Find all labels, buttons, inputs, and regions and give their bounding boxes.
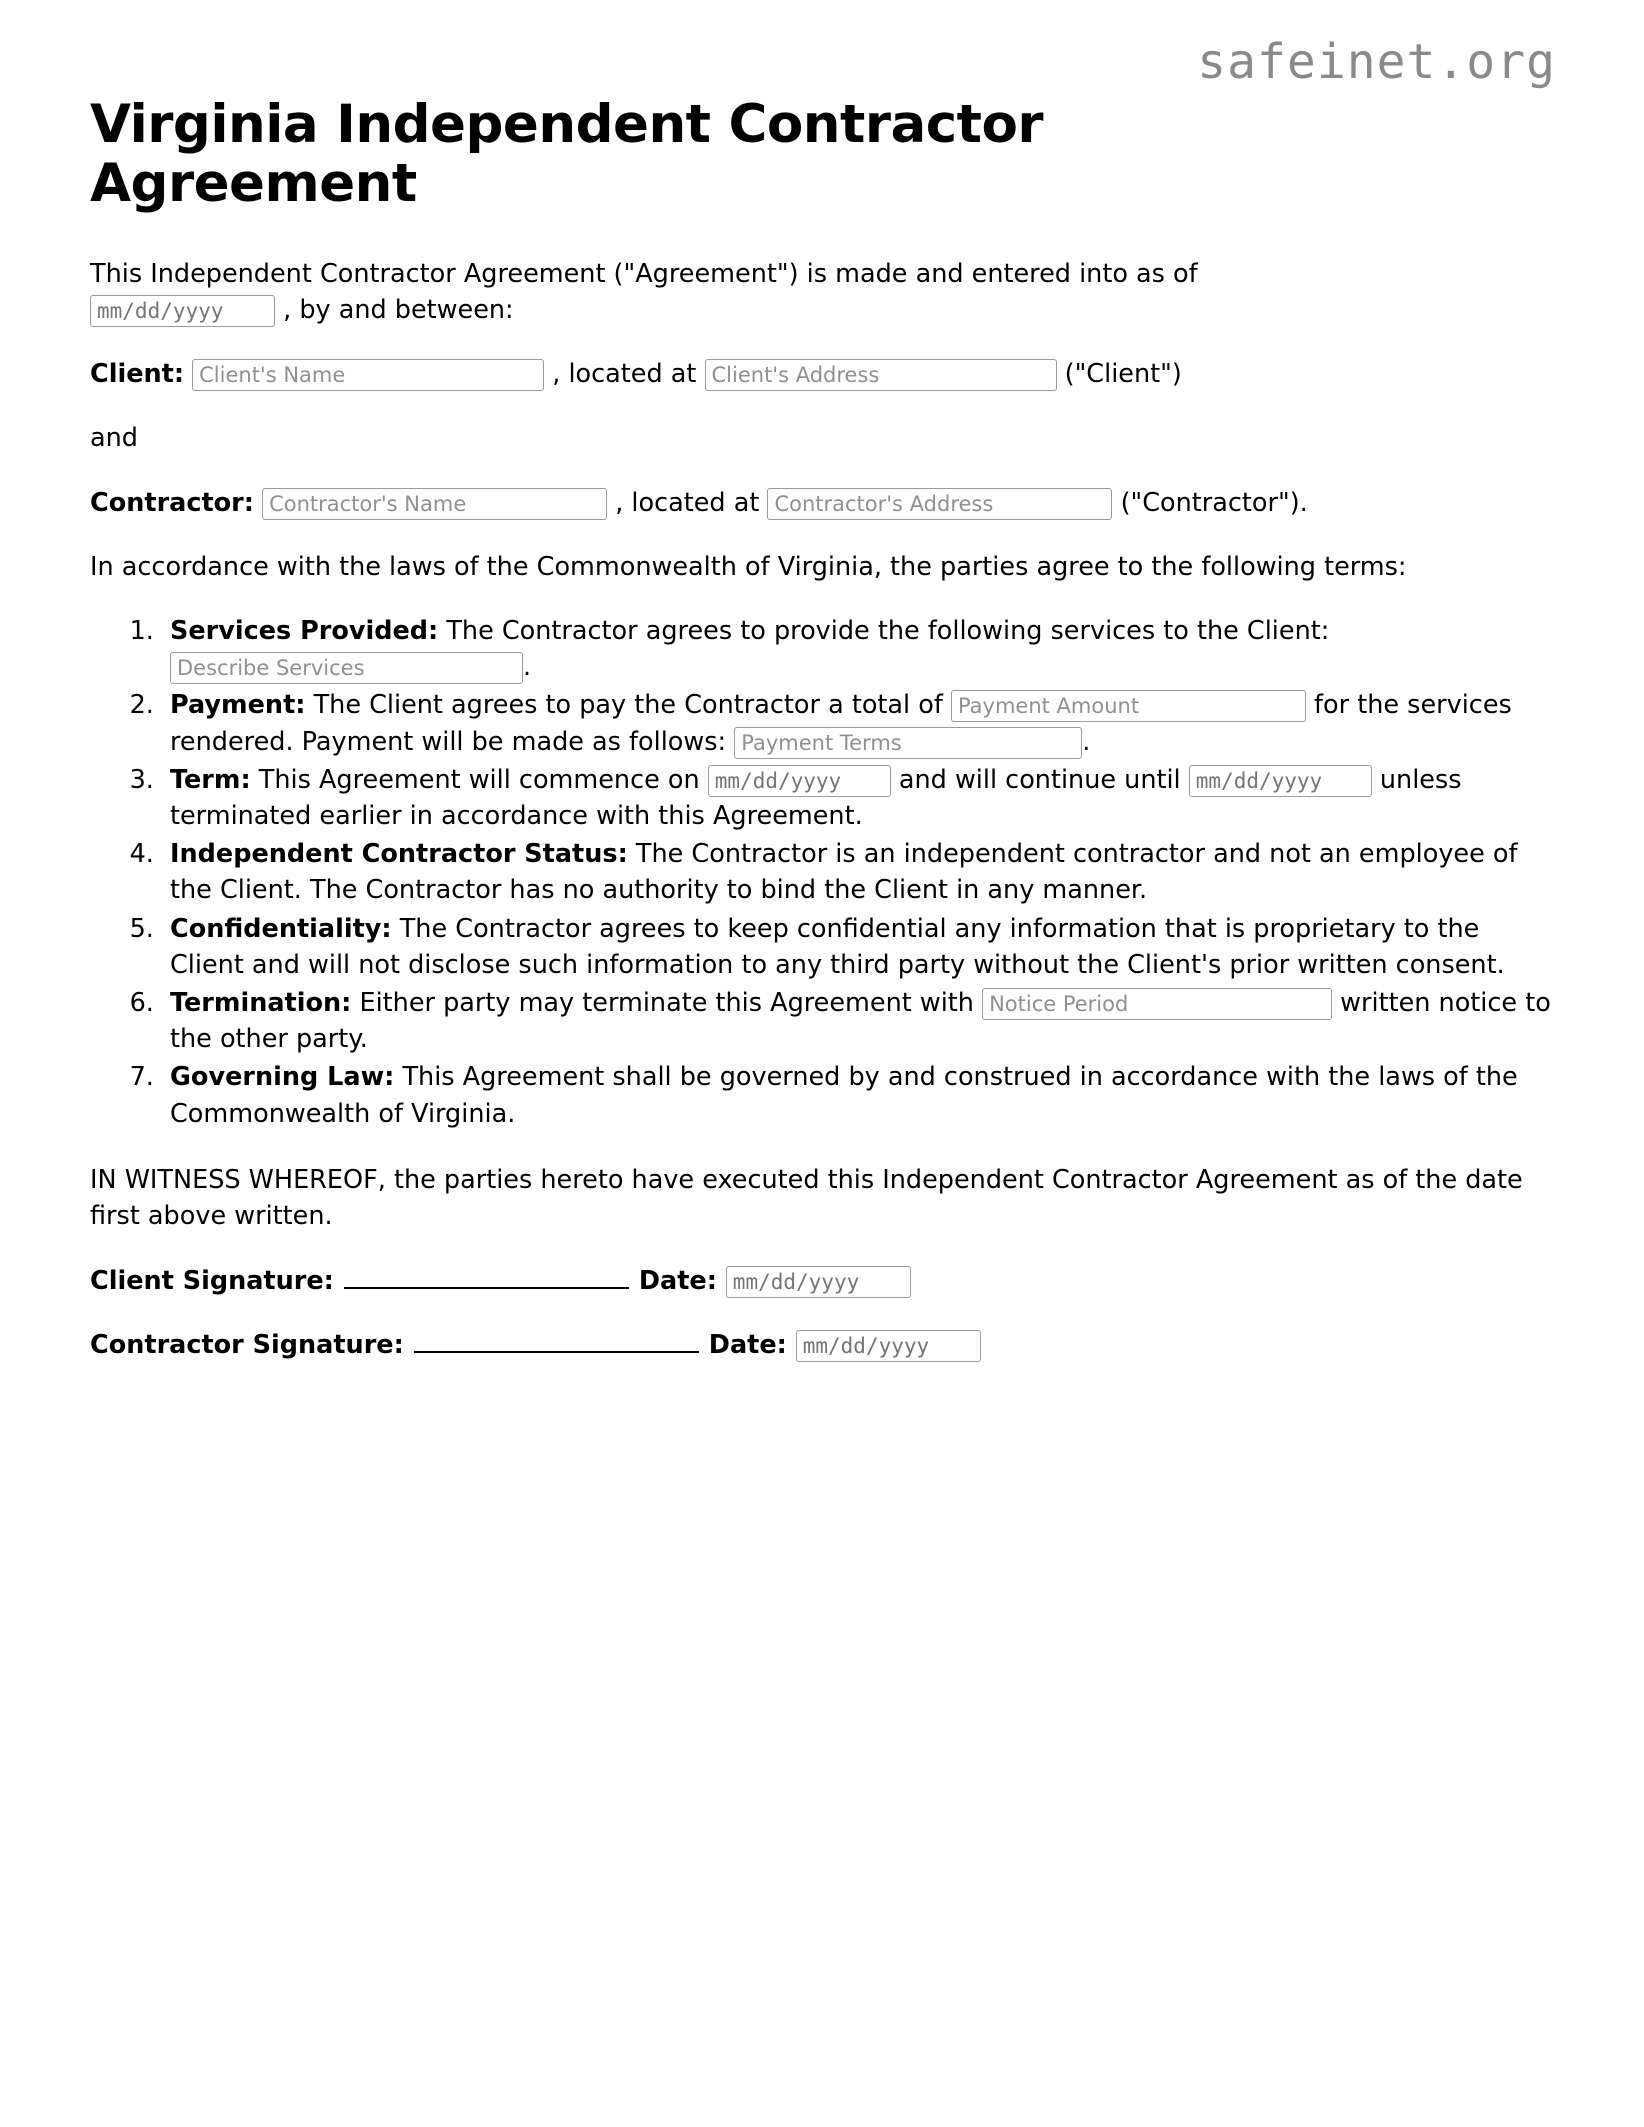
client-label: Client: <box>90 359 185 390</box>
services-text-before: The Contractor agrees to provide the following services to the Client: <box>446 615 1330 646</box>
contractor-address-input[interactable] <box>767 488 1112 520</box>
term-heading: Term: <box>170 764 251 795</box>
term-item-services <box>162 613 1554 685</box>
terms-list <box>90 613 1554 1132</box>
agreement-date-input[interactable] <box>90 295 275 327</box>
confidentiality-heading: Confidentiality: <box>170 913 392 944</box>
client-suffix-text: ("Client") <box>1064 359 1182 390</box>
services-heading: Services Provided: <box>170 615 439 646</box>
page-title: Virginia Independent Contractor Agreement <box>90 94 1044 215</box>
accordance-paragraph: In accordance with the laws of the Commonwealth of Virginia, the parties agree to the following terms: <box>90 551 1407 582</box>
termination-text-after: written notice to the other party. <box>170 987 1551 1055</box>
governing-law-heading: Governing Law: <box>170 1062 395 1093</box>
contractor-signature-date-input[interactable] <box>796 1330 981 1362</box>
term-item-governing-law <box>162 1059 1554 1131</box>
contractor-name-input[interactable] <box>262 488 607 520</box>
payment-text-middle: for the services rendered. Payment will be made as follows: <box>170 690 1512 757</box>
contractor-signature-label: Contractor Signature: <box>90 1330 404 1361</box>
status-heading: Independent Contractor Status: <box>170 839 628 870</box>
contractor-label: Contractor: <box>90 487 254 518</box>
client-signature-label: Client Signature: <box>90 1266 334 1297</box>
bottom-spacer <box>90 1391 1554 1721</box>
intro-text-after-date: , by and between: <box>283 294 514 325</box>
term-text-middle: and will continue until <box>898 764 1181 795</box>
notice-period-input[interactable] <box>982 988 1332 1020</box>
client-signature-rule[interactable] <box>344 1265 629 1289</box>
contractor-line <box>90 485 1554 521</box>
client-line <box>90 356 1554 392</box>
status-text: The Contractor is an independent contractor and not an employee of the Client. The Contractor has no authority to bind the Client in any manner. <box>170 839 1518 906</box>
payment-terms-input[interactable] <box>734 727 1082 759</box>
intro-paragraph <box>90 256 1554 328</box>
services-text-after: . <box>523 652 532 683</box>
client-date-label: Date: <box>638 1266 717 1297</box>
client-name-input[interactable] <box>192 359 544 391</box>
term-item-confidentiality <box>162 911 1554 983</box>
term-item-payment <box>162 687 1554 759</box>
term-start-date-input[interactable] <box>708 765 891 797</box>
contractor-located-at-text: , located at <box>615 487 760 518</box>
payment-text-before: The Client agrees to pay the Contractor a total of <box>313 690 943 721</box>
and-text: and <box>90 423 138 454</box>
term-item-status <box>162 836 1554 908</box>
payment-heading: Payment: <box>170 690 306 721</box>
termination-heading: Termination: <box>170 987 352 1018</box>
governing-law-text: This Agreement shall be governed by and construed in accordance with the laws of the Commonwealth of Virginia. <box>170 1062 1518 1129</box>
contractor-suffix-text: ("Contractor"). <box>1120 487 1308 518</box>
term-end-date-input[interactable] <box>1189 765 1372 797</box>
client-signature-line <box>90 1262 1554 1300</box>
payment-text-after: . <box>1082 726 1091 757</box>
confidentiality-text: The Contractor agrees to keep confidential any information that is proprietary to the Client and will not disclose such information to any third party without the Client's prior written consent. <box>170 913 1505 980</box>
client-located-at-text: , located at <box>552 359 697 390</box>
contractor-signature-rule[interactable] <box>414 1329 699 1353</box>
term-item-termination <box>162 985 1554 1057</box>
services-description-input[interactable] <box>170 652 523 684</box>
termination-text-before: Either party may terminate this Agreement with <box>359 987 974 1018</box>
intro-text-before-date: This Independent Contractor Agreement ("Agreement") is made and entered into as of <box>90 258 1198 289</box>
client-address-input[interactable] <box>705 359 1057 391</box>
site-watermark: safeinet.org <box>1197 34 1556 90</box>
contractor-date-label: Date: <box>708 1330 787 1361</box>
witness-paragraph: IN WITNESS WHEREOF, the parties hereto have executed this Independent Contractor Agreement as of the date first above written. <box>90 1164 1523 1231</box>
contractor-signature-line <box>90 1326 1554 1364</box>
payment-amount-input[interactable] <box>951 690 1306 722</box>
term-item-term <box>162 762 1554 834</box>
term-text-after: unless terminated earlier in accordance with this Agreement. <box>170 764 1462 831</box>
term-text-before: This Agreement will commence on <box>258 764 700 795</box>
client-signature-date-input[interactable] <box>726 1266 911 1298</box>
